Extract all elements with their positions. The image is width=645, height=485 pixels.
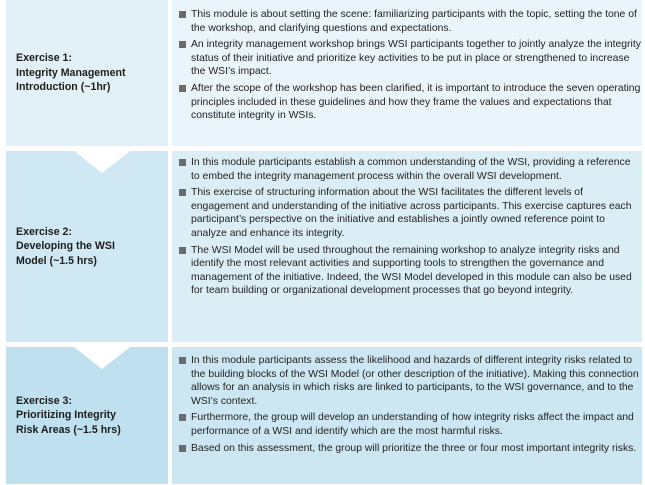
exercise-1-title-line-1: Exercise 1: [16, 52, 72, 65]
bullet-text: This exercise of structuring information about the WSI facilitates the different levels of engagement and understanding of the initiative across participants. This exercise captures each participant’s perspective on the initiative and establishes a jointly owned reference point to analyze and enhance its integrity. [191, 187, 632, 239]
exercise-3-bullet-1 [172, 354, 642, 408]
exercise-2-title-cell [6, 151, 168, 342]
exercise-3-description-cell [172, 347, 642, 484]
square-bullet-icon [179, 414, 186, 421]
exercise-2-row [6, 151, 642, 342]
exercise-1-description-cell [172, 0, 642, 146]
exercise-3-title-line-2: Prioritizing Integrity [16, 409, 117, 422]
exercise-1-bullet-1 [172, 8, 642, 35]
exercise-1-bullet-list [172, 0, 642, 123]
bullet-text: This module is about setting the scene: familiarizing participants with the topic, setting the tone of the workshop, and clarifying questions and expectations. [191, 9, 637, 34]
exercise-2-bullet-3 [172, 244, 642, 298]
exercise-2-title [6, 225, 115, 269]
square-bullet-icon [179, 159, 186, 166]
exercise-2-bullet-list [172, 151, 642, 298]
bullet-text: In this module participants establish a common understanding of the WSI, providing a reference to embed the integrity management process within the overall WSI development. [191, 157, 631, 182]
square-bullet-icon [179, 445, 186, 452]
exercise-2-title-line-1: Exercise 2: [16, 225, 72, 238]
exercise-1-bullet-2 [172, 38, 642, 79]
bullet-text: Furthermore, the group will develop an understanding of how integrity risks affect the impact and performance of a WSI and identify which are the most harmful risks. [191, 412, 634, 437]
exercise-2-bullet-1 [172, 156, 642, 183]
chevron-down-icon [74, 347, 130, 369]
exercise-1-bullet-3 [172, 82, 642, 123]
bullet-text: Based on this assessment, the group will prioritize the three or four most important integrity risks. [191, 442, 637, 454]
exercise-1-title-cell [6, 0, 168, 146]
exercise-1-row [6, 0, 642, 146]
exercise-2-title-line-3: Model (~1.5 hrs) [16, 254, 97, 267]
exercise-3-title [6, 394, 121, 438]
square-bullet-icon [179, 41, 186, 48]
exercise-3-row [6, 347, 642, 484]
bullet-text: The WSI Model will be used throughout the remaining workshop to analyze integrity risks and identify the most relevant activities and supporting tools to strengthen the governance and management of the initiative. Indeed, the WSI Model developed in this module can also be used for team building or organizational development processes that go beyond integrity. [191, 244, 632, 297]
exercise-3-title-line-3: Risk Areas (~1.5 hrs) [16, 423, 121, 436]
exercise-3-bullet-2 [172, 411, 642, 438]
bullet-text: An integrity management workshop brings WSI participants together to jointly analyze the integrity status of their initiative and prioritize key activities to be put in place or strengthened to increase the WSI’s impact. [191, 39, 641, 78]
square-bullet-icon [179, 85, 186, 92]
chevron-down-icon [74, 151, 130, 173]
exercise-3-title-cell [6, 347, 168, 484]
bullet-text: After the scope of the workshop has been clarified, it is important to introduce the seven operating principles included in these guidelines and how they frame the values and expectations that constitute integrity in WSIs. [191, 82, 641, 122]
square-bullet-icon [179, 11, 186, 18]
exercise-2-title-line-2: Developing the WSI [16, 240, 115, 253]
exercise-3-bullet-list [172, 347, 642, 455]
exercise-1-title-line-3: Introduction (~1hr) [16, 81, 111, 94]
bullet-text: In this module participants assess the likelihood and hazards of different integrity risks related to the building blocks of the WSI Model (or other description of the initiative). Making this connection allows for an analysis in which risks are linked to participants, to the WSI governance, and to the WSI’s context. [191, 355, 639, 407]
exercise-1-title [6, 51, 126, 95]
exercise-2-description-cell [172, 151, 642, 342]
exercise-1-title-line-2: Integrity Management [16, 66, 126, 79]
square-bullet-icon [179, 189, 186, 196]
exercise-3-title-line-1: Exercise 3: [16, 394, 72, 407]
square-bullet-icon [179, 357, 186, 364]
exercise-3-bullet-3 [172, 442, 642, 456]
exercise-2-bullet-2 [172, 186, 642, 240]
square-bullet-icon [179, 247, 186, 254]
